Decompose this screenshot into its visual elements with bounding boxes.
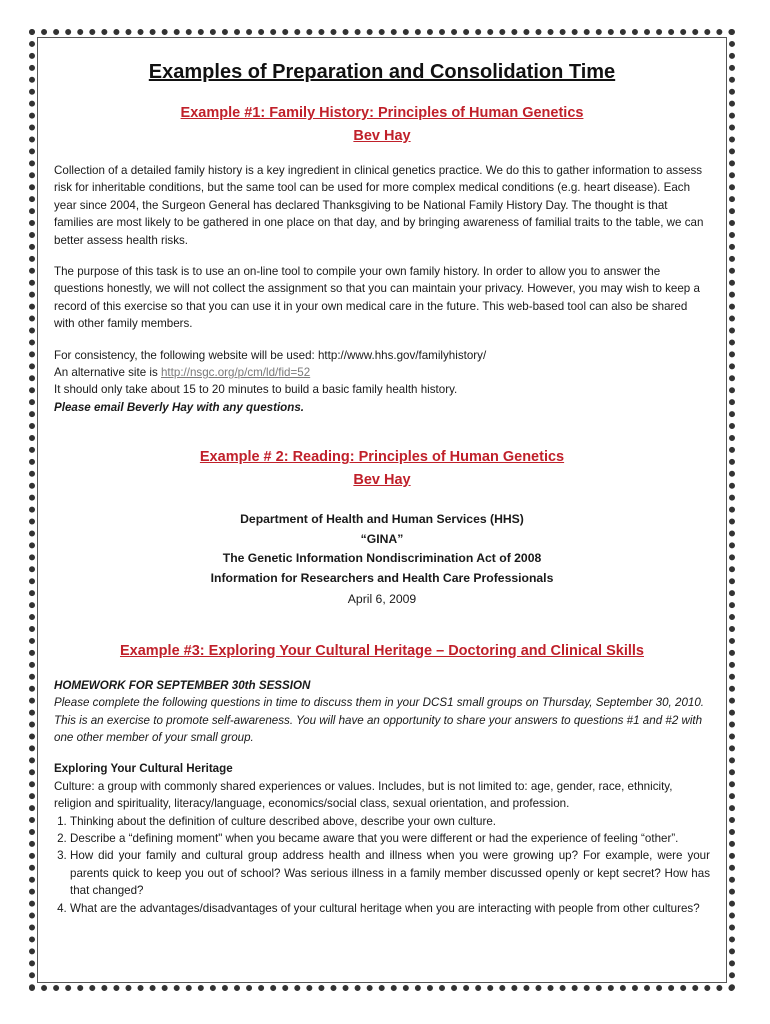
page-title: Examples of Preparation and Consolidation Time bbox=[148, 61, 616, 83]
citation-date: April 6, 2009 bbox=[347, 592, 417, 607]
document-body bbox=[54, 58, 710, 917]
example-1-paragraph-1: Collection of a detailed family history is a key ingredient in clinical genetics practice. We do this to gather information to assess risk for inheritable conditions, but the same tool can be used for more complex medical conditions (e.g. heart disease). Each year since 2004, the Surgeon General has declared Thanksgiving to be National Family History Day. The thought is that families are most likely to be gathered in one place on that day, and by bringing awareness of familial traits to the table, we can better assess health risks. bbox=[54, 164, 704, 247]
example-1-paragraph-2: The purpose of this task is to use an on-line tool to compile your own family history. In order to allow you to answer the questions honestly, we will not collect the assignment so that you can maintain your privacy. However, you may wish to keep a record of this exercise so that you can use it in your own medical care in the future. This web-based tool can also be shared with other family members. bbox=[54, 265, 700, 331]
alternative-site-link[interactable]: http://nsgc.org/p/cm/ld/fid=52 bbox=[160, 366, 311, 380]
time-estimate-line: It should only take about 15 to 20 minutes to build a basic family health history. bbox=[54, 383, 458, 397]
question-item: 1. Thinking about the definition of culture described above, describe your own culture. bbox=[70, 813, 710, 830]
email-instruction: Please email Beverly Hay with any questions. bbox=[54, 400, 305, 414]
question-item: 2. Describe a “defining moment" when you became aware that you were different or had the experience of feeling “other”. bbox=[70, 830, 710, 847]
example-1-heading: Example #1: Family History: Principles of Human Genetics bbox=[180, 105, 584, 121]
example-2-author: Bev Hay bbox=[353, 472, 411, 489]
website-line: For consistency, the following website will be used: http://www.hhs.gov/familyhistory/ bbox=[54, 348, 487, 362]
homework-title: HOMEWORK FOR SEPTEMBER 30th SESSION bbox=[54, 678, 311, 692]
question-list bbox=[54, 813, 710, 917]
example-3-heading: Example #3: Exploring Your Cultural Heritage – Doctoring and Clinical Skills bbox=[119, 642, 644, 659]
alternative-site-line bbox=[54, 364, 710, 381]
culture-definition: Culture: a group with commonly shared experiences or values. Includes, but is not limited to: age, gender, race, ethnicity, religion and spirituality, literacy/language, economics/social class, sexual orientation, and profession. bbox=[54, 779, 673, 811]
citation-line-2: “GINA” bbox=[360, 531, 404, 546]
reading-citation bbox=[54, 510, 710, 610]
citation-line-1: Department of Health and Human Services (HHS) bbox=[240, 512, 524, 527]
question-item: 4. What are the advantages/disadvantages of your cultural heritage when you are interacting with people from other cultures? bbox=[70, 900, 710, 917]
example-1-author: Bev Hay bbox=[353, 128, 411, 144]
cultural-heritage-subtitle: Exploring Your Cultural Heritage bbox=[54, 762, 233, 776]
question-item: 3. How did your family and cultural group address health and illness when you were growing up? For example, were your parents quick to keep you out of school? Was serious illness in a family member discussed openly or kept secret? How has that changed? bbox=[70, 847, 710, 899]
example-2-heading: Example # 2: Reading: Principles of Human Genetics bbox=[199, 449, 565, 466]
alternative-site-prefix: An alternative site is bbox=[54, 366, 161, 380]
homework-instructions: Please complete the following questions in time to discuss them in your DCS1 small groups on Thursday, September 30, 2010. This is an exercise to promote self-awareness. You will have an opportunity to share your answers to questions #1 and #2 with one other member of your small group. bbox=[54, 696, 705, 744]
citation-line-4: Information for Researchers and Health Care Professionals bbox=[210, 570, 554, 585]
citation-line-3: The Genetic Information Nondiscrimination Act of 2008 bbox=[222, 551, 542, 566]
